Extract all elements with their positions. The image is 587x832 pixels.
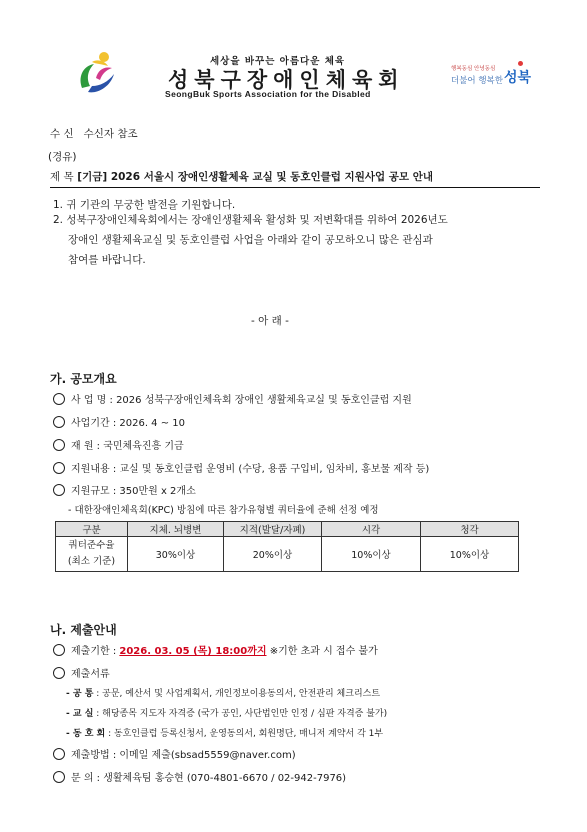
section-a-title: 가. 공모개요 xyxy=(50,372,117,386)
circle-bullet-icon xyxy=(53,771,65,783)
district-slogan-small: 행복동심 안녕동심 xyxy=(451,66,496,72)
section-a-item-1: 사 업 명 : 2026 성북구장애인체육회 장애인 생활체육교실 및 동호인클럽 지원 xyxy=(53,391,412,406)
via-row: (경유) xyxy=(48,151,77,163)
quota-note: - 대한장애인체육회(KPC) 방침에 따른 참가유형별 쿼터율에 준해 선정 예정 xyxy=(68,505,379,516)
deadline-value: 2026. 03. 05 (목) 18:00까지 xyxy=(119,646,267,657)
doc-class: - 교 실 : 해당종목 지도자 자격증 (국가 공인, 사단법인만 인정 / 심판 자격증 불가) xyxy=(66,709,388,719)
quota-table-row xyxy=(56,537,519,572)
quota-row-label: 쿼터준수율 (최소 기준) xyxy=(56,537,128,572)
circle-bullet-icon xyxy=(53,644,65,656)
circle-bullet-icon xyxy=(53,462,65,474)
circle-bullet-icon xyxy=(53,748,65,760)
org-name-en: SeongBuk Sports Association for the Disabled xyxy=(165,89,371,99)
org-slogan: 세상을 바꾸는 아름다운 체육 xyxy=(210,56,346,67)
paragraph-2-line-3: 참여를 바랍니다. xyxy=(68,254,146,266)
circle-bullet-icon xyxy=(53,416,65,428)
district-slogan: 더불어 행복한 xyxy=(451,76,503,86)
org-name: 성북구장애인체육회 xyxy=(168,68,405,92)
paragraph-2-line-2: 장애인 생활체육교실 및 동호인클럽 사업을 아래와 같이 공모하오니 많은 관심과 xyxy=(68,234,433,246)
section-a-item-3: 재 원 : 국민체육진흥 기금 xyxy=(53,437,184,452)
quota-header-hearing: 청각 xyxy=(421,522,519,537)
quota-header-category: 구분 xyxy=(56,522,128,537)
quota-table xyxy=(55,521,519,572)
circle-bullet-icon xyxy=(53,393,65,405)
section-a-item-2: 사업기간 : 2026. 4 ~ 10 xyxy=(53,414,185,429)
recipient-label: 수 신 xyxy=(50,128,74,140)
contact-row: 문 의 : 생활체육팀 홍승현 (070-4801-6670 / 02-942-7976) xyxy=(53,769,346,784)
below-heading: - 아 래 - xyxy=(251,315,289,327)
paragraph-1: 1. 귀 기관의 무궁한 발전을 기원합니다. xyxy=(53,199,236,211)
subject-value: [기금] 2026 서울시 장애인생활체육 교실 및 동호인클럽 지원사업 공모 안내 xyxy=(77,171,434,183)
section-a-item-5: 지원규모 : 350만원 x 2개소 xyxy=(53,482,196,497)
subject-row xyxy=(50,169,433,184)
quota-header-intellectual: 지적(발달/자폐) xyxy=(224,522,322,537)
quota-header-physical: 지체. 뇌병변 xyxy=(128,522,224,537)
recipient-value: 수신자 참조 xyxy=(83,128,138,140)
method-row: 제출방법 : 이메일 제출(sbsad5559@naver.com) xyxy=(53,746,296,761)
doc-common: - 공 통 : 공문, 예산서 및 사업계획서, 개인정보이용동의서, 안전관리 체크리스트 xyxy=(66,689,381,699)
doc-club: - 동 호 회 : 동호인클럽 등록신청서, 운영동의서, 회원명단, 매니저 계약서 각 1부 xyxy=(66,729,384,739)
quota-table-header-row xyxy=(56,522,519,537)
circle-bullet-icon xyxy=(53,667,65,679)
deadline-label: 제출기한 : xyxy=(71,646,120,657)
paragraph-2-line-1: 2. 성북구장애인체육회에서는 장애인생활체육 활성화 및 저변확대를 위하여 2026년도 xyxy=(53,214,448,226)
deadline-note: ※기한 초과 시 접수 불가 xyxy=(266,646,378,657)
quota-header-visual: 시각 xyxy=(322,522,421,537)
section-b-title: 나. 제출안내 xyxy=(50,623,117,637)
subject-divider xyxy=(50,187,540,188)
docs-row: 제출서류 xyxy=(53,665,110,680)
quota-value-physical: 30%이상 xyxy=(128,537,224,572)
deadline-row xyxy=(53,642,378,657)
district-logo-dot-icon xyxy=(518,61,523,66)
circle-bullet-icon xyxy=(53,439,65,451)
quota-value-intellectual: 20%이상 xyxy=(224,537,322,572)
quota-value-visual: 10%이상 xyxy=(322,537,421,572)
section-a-item-4: 지원내용 : 교실 및 동호인클럽 운영비 (수당, 용품 구입비, 임차비, 홍보물 제작 등) xyxy=(53,460,429,475)
subject-label: 제 목 xyxy=(50,171,74,183)
circle-bullet-icon xyxy=(53,484,65,496)
recipient-row xyxy=(50,126,138,141)
quota-value-hearing: 10%이상 xyxy=(421,537,519,572)
org-logo-icon xyxy=(74,48,120,96)
district-logo-text: 성북 xyxy=(504,70,532,86)
